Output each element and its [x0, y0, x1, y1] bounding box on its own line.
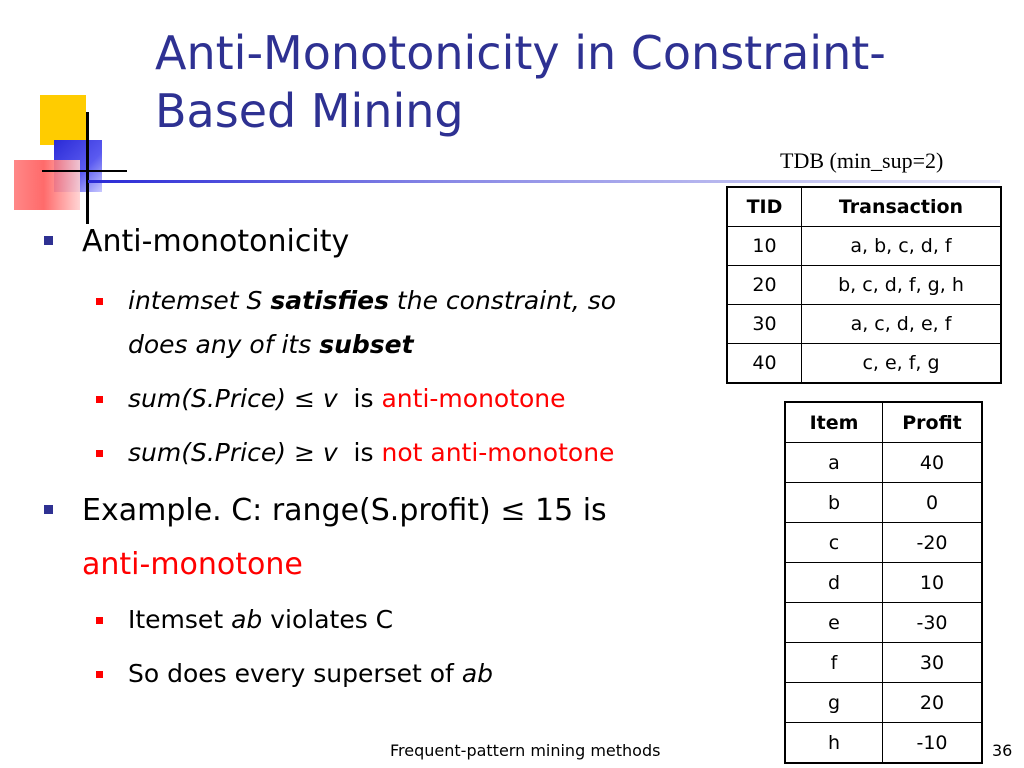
- sub-bullet-square-icon: [96, 450, 103, 457]
- text-fragment: 15 is: [525, 493, 607, 528]
- cell-item: d: [785, 563, 883, 603]
- decor-red-square: [14, 160, 80, 210]
- verdict-text: anti-monotone: [82, 547, 303, 582]
- column-header-transaction: Transaction: [802, 187, 1002, 227]
- cell-profit: -10: [883, 723, 983, 764]
- table-header-row: [785, 402, 982, 443]
- cell-profit: 20: [883, 683, 983, 723]
- tdb-caption: TDB (min_sup=2): [780, 148, 944, 173]
- text-fragment: Example. C: range(S.profit): [82, 493, 501, 528]
- itemset-name: ab: [461, 659, 494, 688]
- table-row: [785, 683, 982, 723]
- sub-bullet-square-icon: [96, 298, 103, 305]
- cell-profit: 40: [883, 443, 983, 483]
- bullet-square-icon: [44, 505, 53, 514]
- itemset-name: ab: [231, 605, 263, 634]
- text-emphasis: subset: [319, 330, 414, 359]
- page-number: 36: [992, 741, 1013, 760]
- tdb-table: [726, 186, 1002, 384]
- verdict-text: not anti-monotone: [381, 438, 615, 467]
- cell-tid: 30: [727, 305, 802, 344]
- slide-footer: Frequent-pattern mining methods: [390, 741, 661, 760]
- table-row: [785, 603, 982, 643]
- table-row: [785, 443, 982, 483]
- text-fragment: intemset S: [128, 286, 271, 315]
- table-row: [727, 305, 1001, 344]
- table-row: [785, 643, 982, 683]
- cell-profit: 30: [883, 643, 983, 683]
- sub-bullet-square-icon: [96, 617, 103, 624]
- cell-transaction: b, c, d, f, g, h: [802, 266, 1002, 305]
- cell-item: h: [785, 723, 883, 764]
- column-header-tid: TID: [727, 187, 802, 227]
- table-row: [785, 723, 982, 764]
- cell-transaction: a, c, d, e, f: [802, 305, 1002, 344]
- table-row: [785, 523, 982, 563]
- profit-table: [784, 401, 983, 764]
- variable: v: [322, 438, 338, 467]
- table-header-row: [727, 187, 1001, 227]
- cell-item: b: [785, 483, 883, 523]
- cell-item: e: [785, 603, 883, 643]
- table-row: [727, 266, 1001, 305]
- le-symbol: ≤: [500, 493, 526, 528]
- bullet-square-icon: [44, 236, 53, 245]
- expression: sum(S.Price): [128, 438, 286, 467]
- slide-title: Anti-Monotonicity in Constraint-Based Mining: [155, 26, 886, 138]
- text-emphasis: satisfies: [270, 286, 389, 315]
- sub-bullet-square-icon: [96, 396, 103, 403]
- cell-transaction: c, e, f, g: [802, 344, 1002, 384]
- verdict-text: anti-monotone: [381, 384, 566, 413]
- expression: sum(S.Price): [128, 384, 286, 413]
- column-header-profit: Profit: [883, 402, 983, 443]
- cell-item: a: [785, 443, 883, 483]
- cell-profit: 0: [883, 483, 983, 523]
- cell-item: c: [785, 523, 883, 563]
- table-row: [727, 344, 1001, 384]
- text-fragment: does any of its: [128, 330, 320, 359]
- cell-tid: 40: [727, 344, 802, 384]
- cell-profit: -20: [883, 523, 983, 563]
- sub-bullet-square-icon: [96, 671, 103, 678]
- cell-item: g: [785, 683, 883, 723]
- text-fragment: So does every superset of: [128, 659, 462, 688]
- text-fragment: violates C: [262, 605, 394, 634]
- le-symbol: ≤: [293, 384, 315, 413]
- decor-vertical-line: [86, 112, 89, 224]
- decor-yellow-square: [40, 95, 86, 145]
- title-underline: [88, 180, 1000, 183]
- text-fragment: is: [353, 384, 374, 413]
- cell-item: f: [785, 643, 883, 683]
- cell-tid: 20: [727, 266, 802, 305]
- bullet-text: Anti-monotonicity: [82, 224, 350, 259]
- decor-horizontal-line: [42, 170, 127, 172]
- ge-symbol: ≥: [293, 438, 315, 467]
- text-fragment: the constraint, so: [388, 286, 617, 315]
- column-header-item: Item: [785, 402, 883, 443]
- cell-profit: 10: [883, 563, 983, 603]
- text-fragment: Itemset: [128, 605, 232, 634]
- cell-transaction: a, b, c, d, f: [802, 227, 1002, 266]
- cell-profit: -30: [883, 603, 983, 643]
- table-row: [727, 227, 1001, 266]
- table-row: [785, 563, 982, 603]
- variable: v: [322, 384, 338, 413]
- cell-tid: 10: [727, 227, 802, 266]
- table-row: [785, 483, 982, 523]
- text-fragment: is: [353, 438, 374, 467]
